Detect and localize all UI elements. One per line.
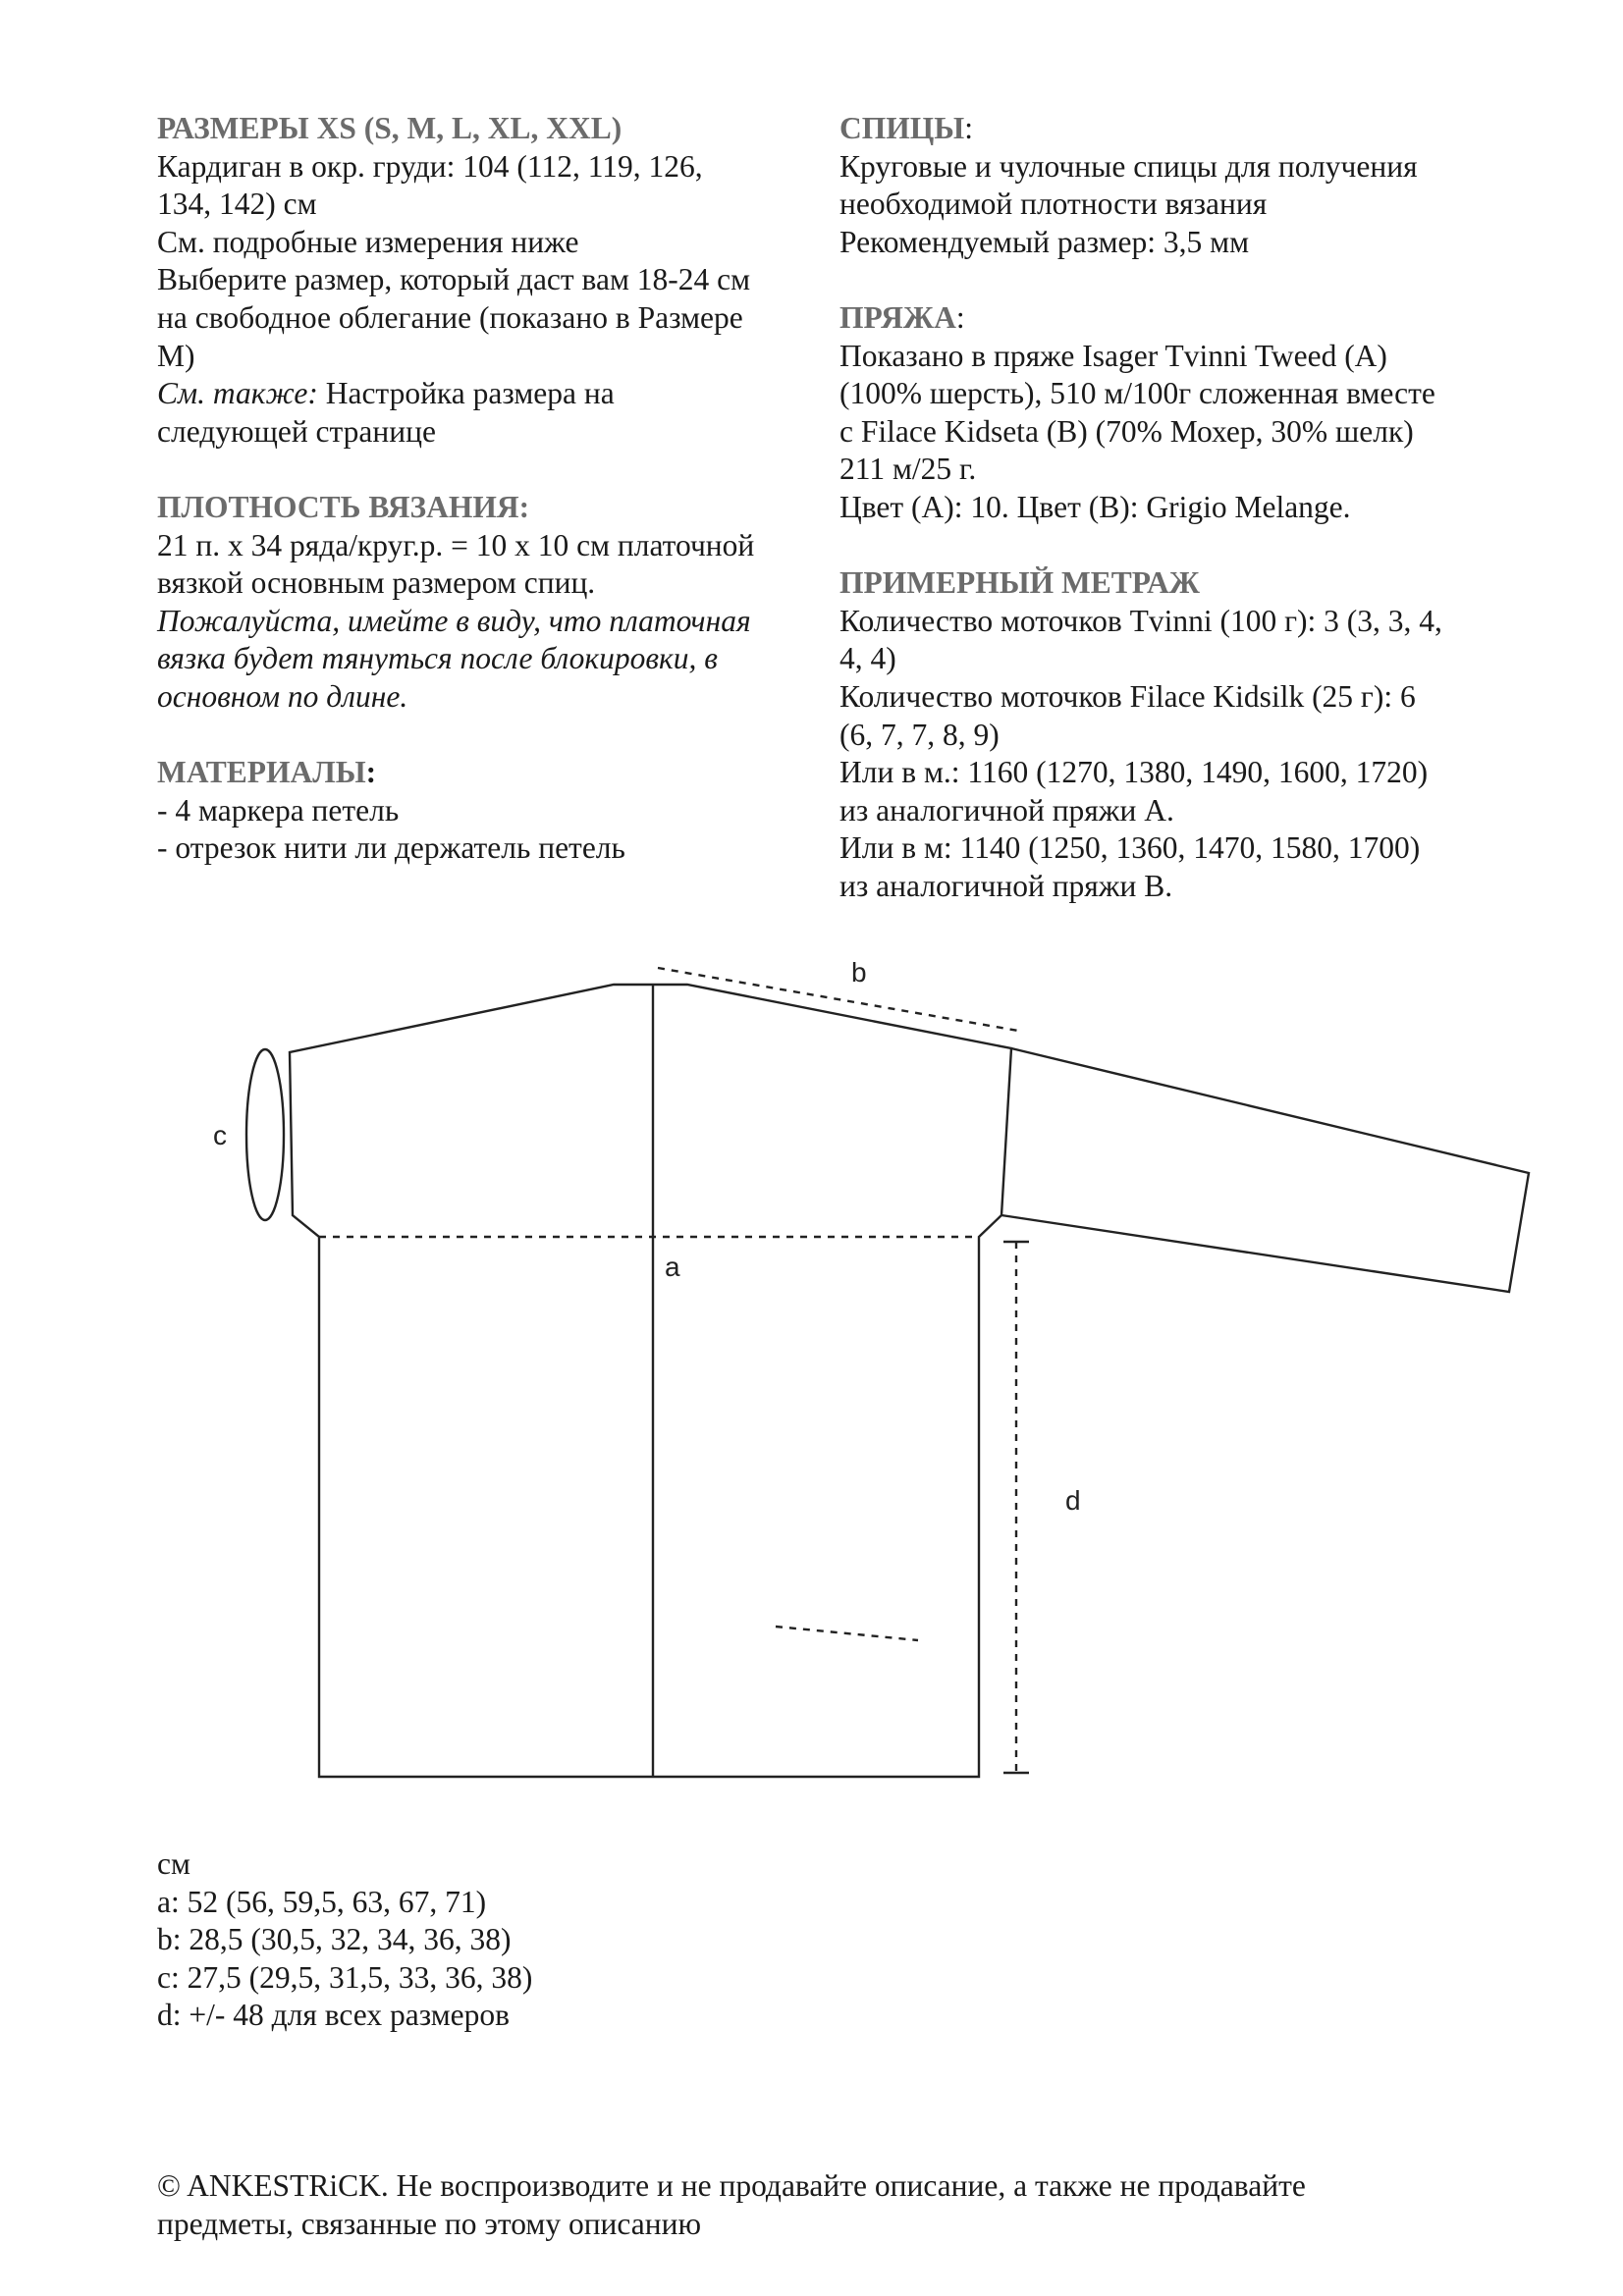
- right-column: [839, 110, 1507, 905]
- measurement-d: d: +/- 48 для всех размеров: [157, 1998, 511, 2033]
- yarn-line: 211 м/25 г.: [839, 452, 977, 487]
- yardage-line: из аналогичной пряжи А.: [839, 792, 1174, 828]
- label-d: d: [1065, 1485, 1081, 1516]
- measurements-unit: см: [157, 1846, 190, 1881]
- measurement-b: b: 28,5 (30,5, 32, 34, 36, 38): [157, 1922, 512, 1957]
- measurements-list: [157, 1845, 532, 2035]
- shoulder-length-dash: [658, 968, 1018, 1031]
- footer-line: © ANKESTRiCK. Не воспроизводите и не продавайте описание, а также не продавайте: [157, 2168, 1306, 2203]
- yarn-heading: [839, 299, 1507, 338]
- yarn-line: Показано в пряже Isager Tvinni Tweed (A): [839, 338, 1387, 373]
- needles-line: Рекомендуемый размер: 3,5 мм: [839, 224, 1250, 259]
- yarn-heading-text: ПРЯЖА: [839, 299, 956, 335]
- needles-heading-colon: :: [964, 111, 973, 145]
- gauge-note: вязка будет тянуться после блокировки, в: [157, 641, 718, 676]
- yarn-line: с Filace Kidseta (B) (70% Мохер, 30% шелк): [839, 413, 1414, 449]
- gauge-note: Пожалуйста, имейте в виду, что платочная: [157, 603, 751, 638]
- neck-ellipse: [246, 1049, 284, 1220]
- yardage-line: (6, 7, 7, 8, 9): [839, 717, 1000, 752]
- sizes-line: Кардиган в окр. груди: 104 (112, 119, 126,: [157, 148, 703, 184]
- sizes-line: М): [157, 338, 195, 373]
- yardage-line: Количество моточков Tvinni (100 г): 3 (3, 3, 4,: [839, 603, 1442, 638]
- label-a: a: [665, 1252, 680, 1282]
- see-also-text: Настройка размера на: [317, 376, 615, 411]
- materials-heading-colon: :: [365, 755, 377, 790]
- label-c: c: [213, 1120, 227, 1150]
- gauge-heading: ПЛОТНОСТЬ ВЯЗАНИЯ:: [157, 489, 530, 524]
- yardage-line: 4, 4): [839, 641, 896, 676]
- label-b: b: [851, 957, 867, 988]
- pocket-dash: [776, 1627, 918, 1640]
- left-front-outline: [290, 985, 653, 1777]
- sizes-line: 134, 142) см: [157, 187, 317, 222]
- needles-heading-text: СПИЦЫ: [839, 111, 965, 145]
- yardage-line: из аналогичной пряжи В.: [839, 868, 1173, 903]
- cardigan-schematic: [0, 933, 1623, 1796]
- left-column: [157, 110, 805, 868]
- materials-heading-text: МАТЕРИАЛЫ: [157, 755, 366, 790]
- needles-line: Круговые и чулочные спицы для получения: [839, 148, 1418, 184]
- materials-heading: [157, 754, 805, 792]
- yardage-line: Количество моточков Filace Kidsilk (25 г): 6: [839, 678, 1416, 714]
- needles-heading: [839, 110, 1507, 148]
- yardage-line: Или в м: 1140 (1250, 1360, 1470, 1580, 1700): [839, 830, 1421, 866]
- sizes-line: следующей странице: [157, 413, 436, 449]
- yarn-heading-colon: :: [955, 299, 965, 335]
- footer-line: предметы, связанные по этому описанию: [157, 2206, 702, 2241]
- measurement-c: c: 27,5 (29,5, 31,5, 33, 36, 38): [157, 1959, 533, 1995]
- materials-item: - 4 маркера петель: [157, 792, 400, 828]
- copyright-footer: [157, 2167, 1434, 2243]
- materials-item: - отрезок нити ли держатель петель: [157, 830, 625, 866]
- sizes-line: на свободное облегание (показано в Размере: [157, 299, 743, 335]
- yarn-line: (100% шерсть), 510 м/100г сложенная вместе: [839, 376, 1435, 411]
- sleeve-outline: [1001, 1048, 1529, 1292]
- sizes-heading: РАЗМЕРЫ XS (S, M, L, XL, XXL): [157, 111, 622, 145]
- gauge-line: 21 п. x 34 ряда/круг.р. = 10 x 10 см платочной: [157, 527, 755, 562]
- needles-line: необходимой плотности вязания: [839, 187, 1268, 222]
- sizes-see-also: [157, 375, 805, 413]
- gauge-line: вязкой основным размером спиц.: [157, 565, 596, 601]
- yardage-heading: ПРИМЕРНЫЙ МЕТРАЖ: [839, 565, 1200, 601]
- right-front-outline: [653, 985, 1011, 1777]
- gauge-note: основном по длине.: [157, 678, 408, 714]
- sizes-line: См. подробные измерения ниже: [157, 224, 579, 259]
- see-also-label: См. также:: [157, 376, 318, 411]
- measurement-a: a: 52 (56, 59,5, 63, 67, 71): [157, 1884, 487, 1919]
- yardage-line: Или в м.: 1160 (1270, 1380, 1490, 1600, 1720): [839, 755, 1429, 790]
- yarn-line: Цвет (А): 10. Цвет (В): Grigio Melange.: [839, 489, 1351, 524]
- sizes-line: Выберите размер, который даст вам 18-24 см: [157, 262, 751, 297]
